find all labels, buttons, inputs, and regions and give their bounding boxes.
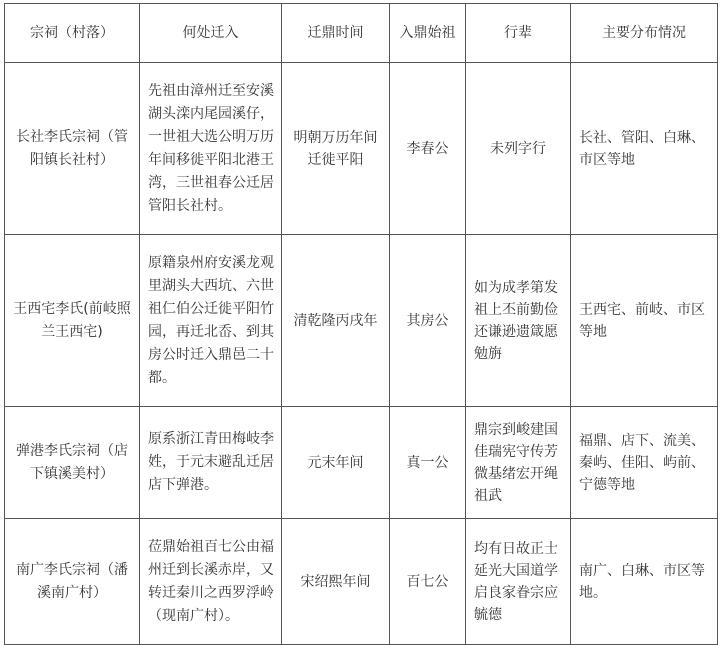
distribution-text: 福鼎、店下、流美、秦屿、佳阳、屿前、宁德等地 xyxy=(571,407,718,519)
clan-hall-name: 王西宅李氏(前岐照兰王西宅) xyxy=(5,235,140,407)
migration-time: 宋绍熙年间 xyxy=(282,519,390,645)
clan-hall-name: 长社李氏宗祠（管阳镇长社村） xyxy=(5,63,140,235)
clan-hall-name: 弹港李氏宗祠（店下镇溪美村） xyxy=(5,407,140,519)
col-header-clan-hall: 宗祠（村落） xyxy=(5,4,140,63)
generation-names: 鼎宗到峻建国佳瑞宪守传芳微基绪宏开绳祖武 xyxy=(466,407,571,519)
col-header-distribution: 主要分布情况 xyxy=(571,4,718,63)
table-row xyxy=(5,235,718,407)
col-header-migration-time: 迁鼎时间 xyxy=(282,4,390,63)
col-header-generation-names: 行辈 xyxy=(466,4,571,63)
col-header-founding-ancestor: 入鼎始祖 xyxy=(390,4,466,63)
generation-names: 未列字行 xyxy=(466,63,571,235)
migration-time: 清乾隆丙戌年 xyxy=(282,235,390,407)
generation-names: 均有日故正士延光大国道学启良家眷宗应毓德 xyxy=(466,519,571,645)
founding-ancestor: 李春公 xyxy=(390,63,466,235)
distribution-text: 南广、白琳、市区等地。 xyxy=(571,519,718,645)
table-row xyxy=(5,407,718,519)
founding-ancestor: 真一公 xyxy=(390,407,466,519)
col-header-origin: 何处迁入 xyxy=(140,4,282,63)
origin-text: 莅鼎始祖百七公由福州迁到长溪赤岸，又转迁秦川之西罗浮岭（现南广村）。 xyxy=(140,519,282,645)
founding-ancestor: 百七公 xyxy=(390,519,466,645)
migration-time: 明朝万历年间迁徙平阳 xyxy=(282,63,390,235)
distribution-text: 长社、管阳、白琳、市区等地 xyxy=(571,63,718,235)
founding-ancestor: 其房公 xyxy=(390,235,466,407)
origin-text: 先祖由漳州迁至安溪湖头滦内尾园溪仔，一世祖大选公明万历年间移徙平阳北港王湾，三世祖春公迁居管阳长社村。 xyxy=(140,63,282,235)
clan-table xyxy=(4,3,718,645)
clan-hall-name: 南广李氏宗祠（潘溪南广村） xyxy=(5,519,140,645)
migration-time: 元末年间 xyxy=(282,407,390,519)
origin-text: 原系浙江青田梅岐李姓，于元末避乱迁居店下弹港。 xyxy=(140,407,282,519)
table-row xyxy=(5,519,718,645)
generation-names: 如为成孝第发祖上丕前勤俭还谦逊遗箴愿勉旃 xyxy=(466,235,571,407)
origin-text: 原籍泉州府安溪龙观里湖头大西坑、六世祖仁伯公迁徙平阳竹园，再迁北岙、到其房公时迁入鼎邑二十都。 xyxy=(140,235,282,407)
header-row xyxy=(5,4,718,63)
table-row xyxy=(5,63,718,235)
distribution-text: 王西宅、前岐、市区等地 xyxy=(571,235,718,407)
